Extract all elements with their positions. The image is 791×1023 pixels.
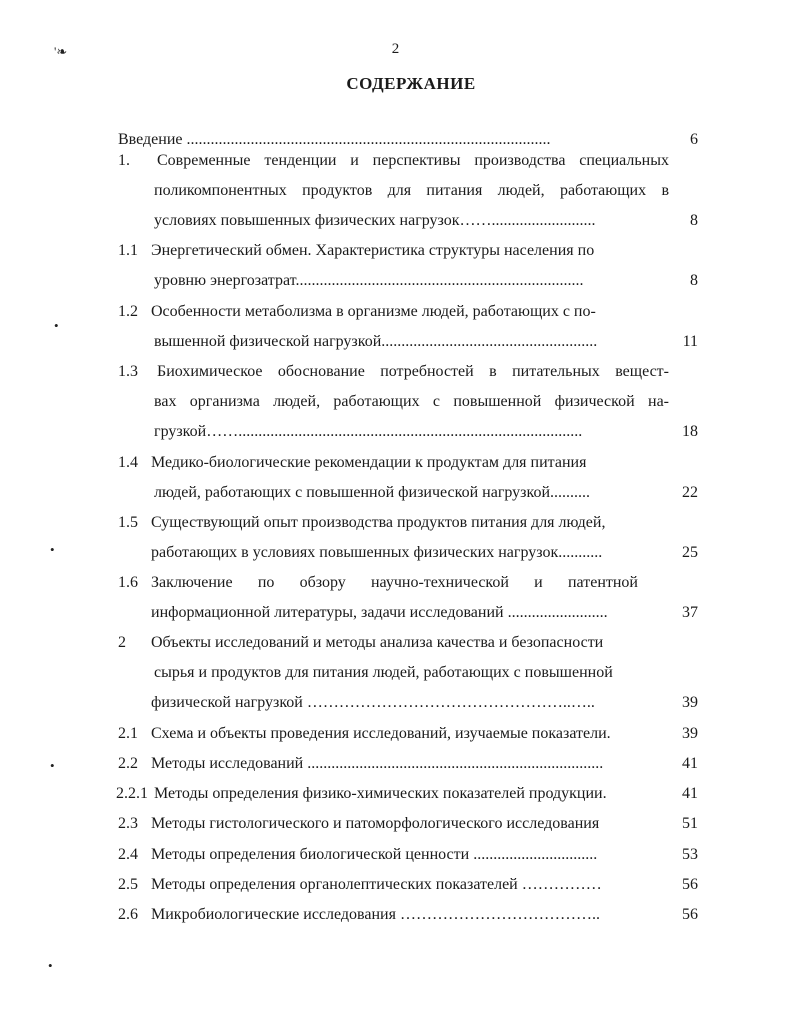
toc-entry-text: грузкой……...................................................................................... — [154, 423, 583, 440]
toc-entry-number: 2.5 — [118, 876, 138, 893]
toc-entry-text: Особенности метаболизма в организме людей, работающих с по- — [151, 303, 596, 320]
toc-entry-text: условиях повышенных физических нагрузок…….......................... — [154, 212, 596, 229]
page-number: 2 — [391, 41, 400, 57]
toc-entry-number: 2.2 — [118, 755, 138, 772]
toc-entry-text: людей, работающих с повышенной физической нагрузкой.......... — [154, 484, 591, 501]
toc-entry-number: 2.6 — [118, 906, 138, 923]
toc-entry-text: поликомпонентных продуктов для питания людей, работающих в — [154, 182, 669, 199]
toc-page-number: 37 — [682, 604, 698, 621]
toc-entry-text: сырья и продуктов для питания людей, работающих с повышенной — [154, 664, 613, 681]
toc-page-number: 8 — [690, 272, 698, 289]
toc-entry-text: Современные тенденции и перспективы производства специальных — [157, 152, 669, 169]
toc-page-number: 56 — [682, 906, 698, 923]
toc-page-number: 53 — [682, 846, 698, 863]
toc-entry-text: физической нагрузкой …………………………………………..….. — [151, 694, 595, 711]
toc-page-number: 6 — [690, 131, 698, 148]
toc-entry-number: 1.3 — [118, 363, 138, 380]
toc-entry-number: 2.1 — [118, 725, 138, 742]
toc-entry-number: 1.4 — [118, 454, 138, 471]
toc-entry-text: работающих в условиях повышенных физических нагрузок........... — [151, 544, 603, 561]
scan-mark: '❧ — [54, 44, 68, 59]
toc-entry-text: Методы определения биологической ценности ............................... — [151, 846, 598, 863]
toc-entry-text: Методы гистологического и патоморфологического исследования — [151, 815, 600, 832]
toc-page-number: 39 — [682, 694, 698, 711]
toc-entry-number: 2.3 — [118, 815, 138, 832]
scan-mark: • — [54, 318, 59, 333]
toc-entry-text: вышенной физической нагрузкой...................................................... — [154, 333, 598, 350]
toc-entry-number: 1.1 — [118, 242, 138, 259]
toc-entry-text: Биохимическое обоснование потребностей в питательных вещест- — [157, 363, 669, 380]
scan-mark: • — [48, 958, 53, 973]
toc-entry-text: Энергетический обмен. Характеристика структуры населения по — [151, 242, 595, 259]
toc-entry-text: информационной литературы, задачи исследований ......................... — [151, 604, 608, 621]
toc-entry-number: 1.6 — [118, 574, 138, 591]
toc-entry-text: Медико-биологические рекомендации к продуктам для питания — [151, 454, 587, 471]
toc-entry-text: Существующий опыт производства продуктов питания для людей, — [151, 514, 606, 531]
toc-page-number: 22 — [682, 484, 698, 501]
toc-entry-text: Методы определения физико-химических показателей продукции. — [154, 785, 607, 802]
toc-page-number: 18 — [682, 423, 698, 440]
toc-entry-number: 2.2.1 — [116, 785, 148, 802]
toc-entry-number: 2 — [118, 634, 126, 651]
toc-entry-text: Схема и объекты проведения исследований, изучаемые показатели. — [151, 725, 611, 742]
scan-mark: • — [50, 542, 55, 557]
toc-page-number: 39 — [682, 725, 698, 742]
toc-entry-number: 2.4 — [118, 846, 138, 863]
toc-entry-text: Объекты исследований и методы анализа качества и безопасности — [151, 634, 604, 651]
scan-mark: • — [50, 758, 55, 773]
toc-entry-text: вах организма людей, работающих с повышенной физической на- — [154, 393, 669, 410]
page-title: СОДЕРЖАНИЕ — [346, 74, 476, 93]
toc-entry-text: Методы определения органолептических показателей …………… — [151, 876, 602, 893]
toc-entry-text: уровню энергозатрат........................................................................ — [154, 272, 584, 289]
toc-entry-number: 1.5 — [118, 514, 138, 531]
toc-entry-number: 1.2 — [118, 303, 138, 320]
toc-entry-text: Заключение по обзору научно-технической и патентной — [151, 574, 638, 591]
toc-entry-number: 1. — [118, 152, 130, 169]
toc-entry-text: Микробиологические исследования ……………………………….. — [151, 906, 600, 923]
toc-page-number: 41 — [682, 755, 698, 772]
toc-entry-text: Введение ........................................................................................... — [118, 131, 551, 148]
toc-page-number: 11 — [682, 333, 698, 350]
toc-page-number: 51 — [682, 815, 698, 832]
toc-page-number: 8 — [690, 212, 698, 229]
toc-page-number: 41 — [682, 785, 698, 802]
toc-entry-text: Методы исследований .......................................................................... — [151, 755, 604, 772]
toc-page-number: 25 — [682, 544, 698, 561]
toc-page-number: 56 — [682, 876, 698, 893]
